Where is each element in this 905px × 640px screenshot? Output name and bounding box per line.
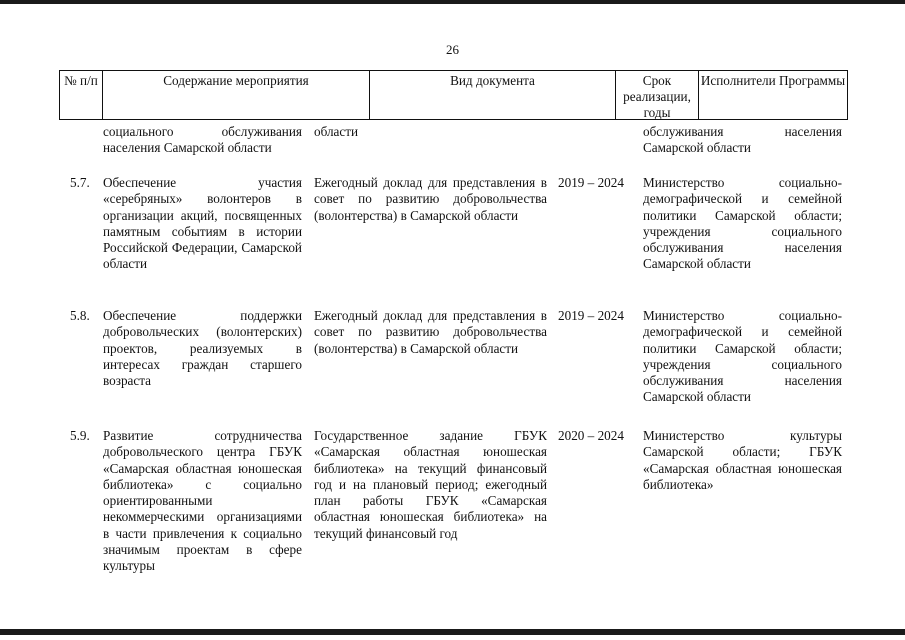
row-exec: Министерство социально-демографической и семейной политики Самарской области; учреждения социального обслуживания населения Самарской области xyxy=(643,308,842,405)
row-doc: Ежегодный доклад для представления в совет по развитию добровольчества (волонтерства) в Самарской области xyxy=(314,308,547,356)
row-num: 5.7. xyxy=(70,175,90,190)
row-num: 5.8. xyxy=(70,308,90,323)
header-num: № п/п xyxy=(64,73,98,88)
header-content: Содержание мероприятия xyxy=(102,71,369,119)
table-header xyxy=(59,70,848,120)
header-term: Срок реализации, годы xyxy=(615,71,698,119)
row-num: 5.9. xyxy=(70,428,90,443)
row-content: Развитие сотрудничества добровольческого центра ГБУК «Самарская областная юношеская библиотека» с социально ориентированными некоммерческими организациями в части привлечения к социально значимым проектам в сфере культуры xyxy=(103,428,302,574)
row-exec: Министерство социально-демографической и семейной политики Самарской области; учреждения социального обслуживания населения Самарской области xyxy=(643,175,842,272)
row-term: 2020 – 2024 xyxy=(558,428,624,443)
row-content: Обеспечение участия «серебряных» волонтеров в организации акций, посвященных памятным событиям в истории Российской Федерации, Самарской области xyxy=(103,175,302,272)
header-doc: Вид документа xyxy=(369,71,615,119)
bottom-border-line xyxy=(0,629,905,635)
row-exec: обслуживания населения Самарской области xyxy=(643,124,842,156)
header-exec: Исполнители Программы xyxy=(698,71,847,119)
row-term: 2019 – 2024 xyxy=(558,308,624,323)
row-content: Обеспечение поддержки добровольческих (волонтерских) проектов, реализуемых в интересах граждан старшего возраста xyxy=(103,308,302,389)
row-doc: Государственное задание ГБУК «Самарская областная юношеская библиотека» на текущий финансовый год и на плановый период; ежегодный план работы ГБУК «Самарская областная юношеская библиотека» на текущий финансовый год xyxy=(314,428,547,541)
row-exec: Министерство культуры Самарской области; ГБУК «Самарская областная юношеская библиотека» xyxy=(643,428,842,492)
row-doc: Ежегодный доклад для представления в совет по развитию добровольчества (волонтерства) в Самарской области xyxy=(314,175,547,223)
row-content: социального обслуживания населения Самарской области xyxy=(103,124,302,156)
row-term: 2019 – 2024 xyxy=(558,175,624,190)
top-border-line xyxy=(0,0,905,4)
row-doc: области xyxy=(314,124,359,139)
page-number: 26 xyxy=(446,42,459,57)
